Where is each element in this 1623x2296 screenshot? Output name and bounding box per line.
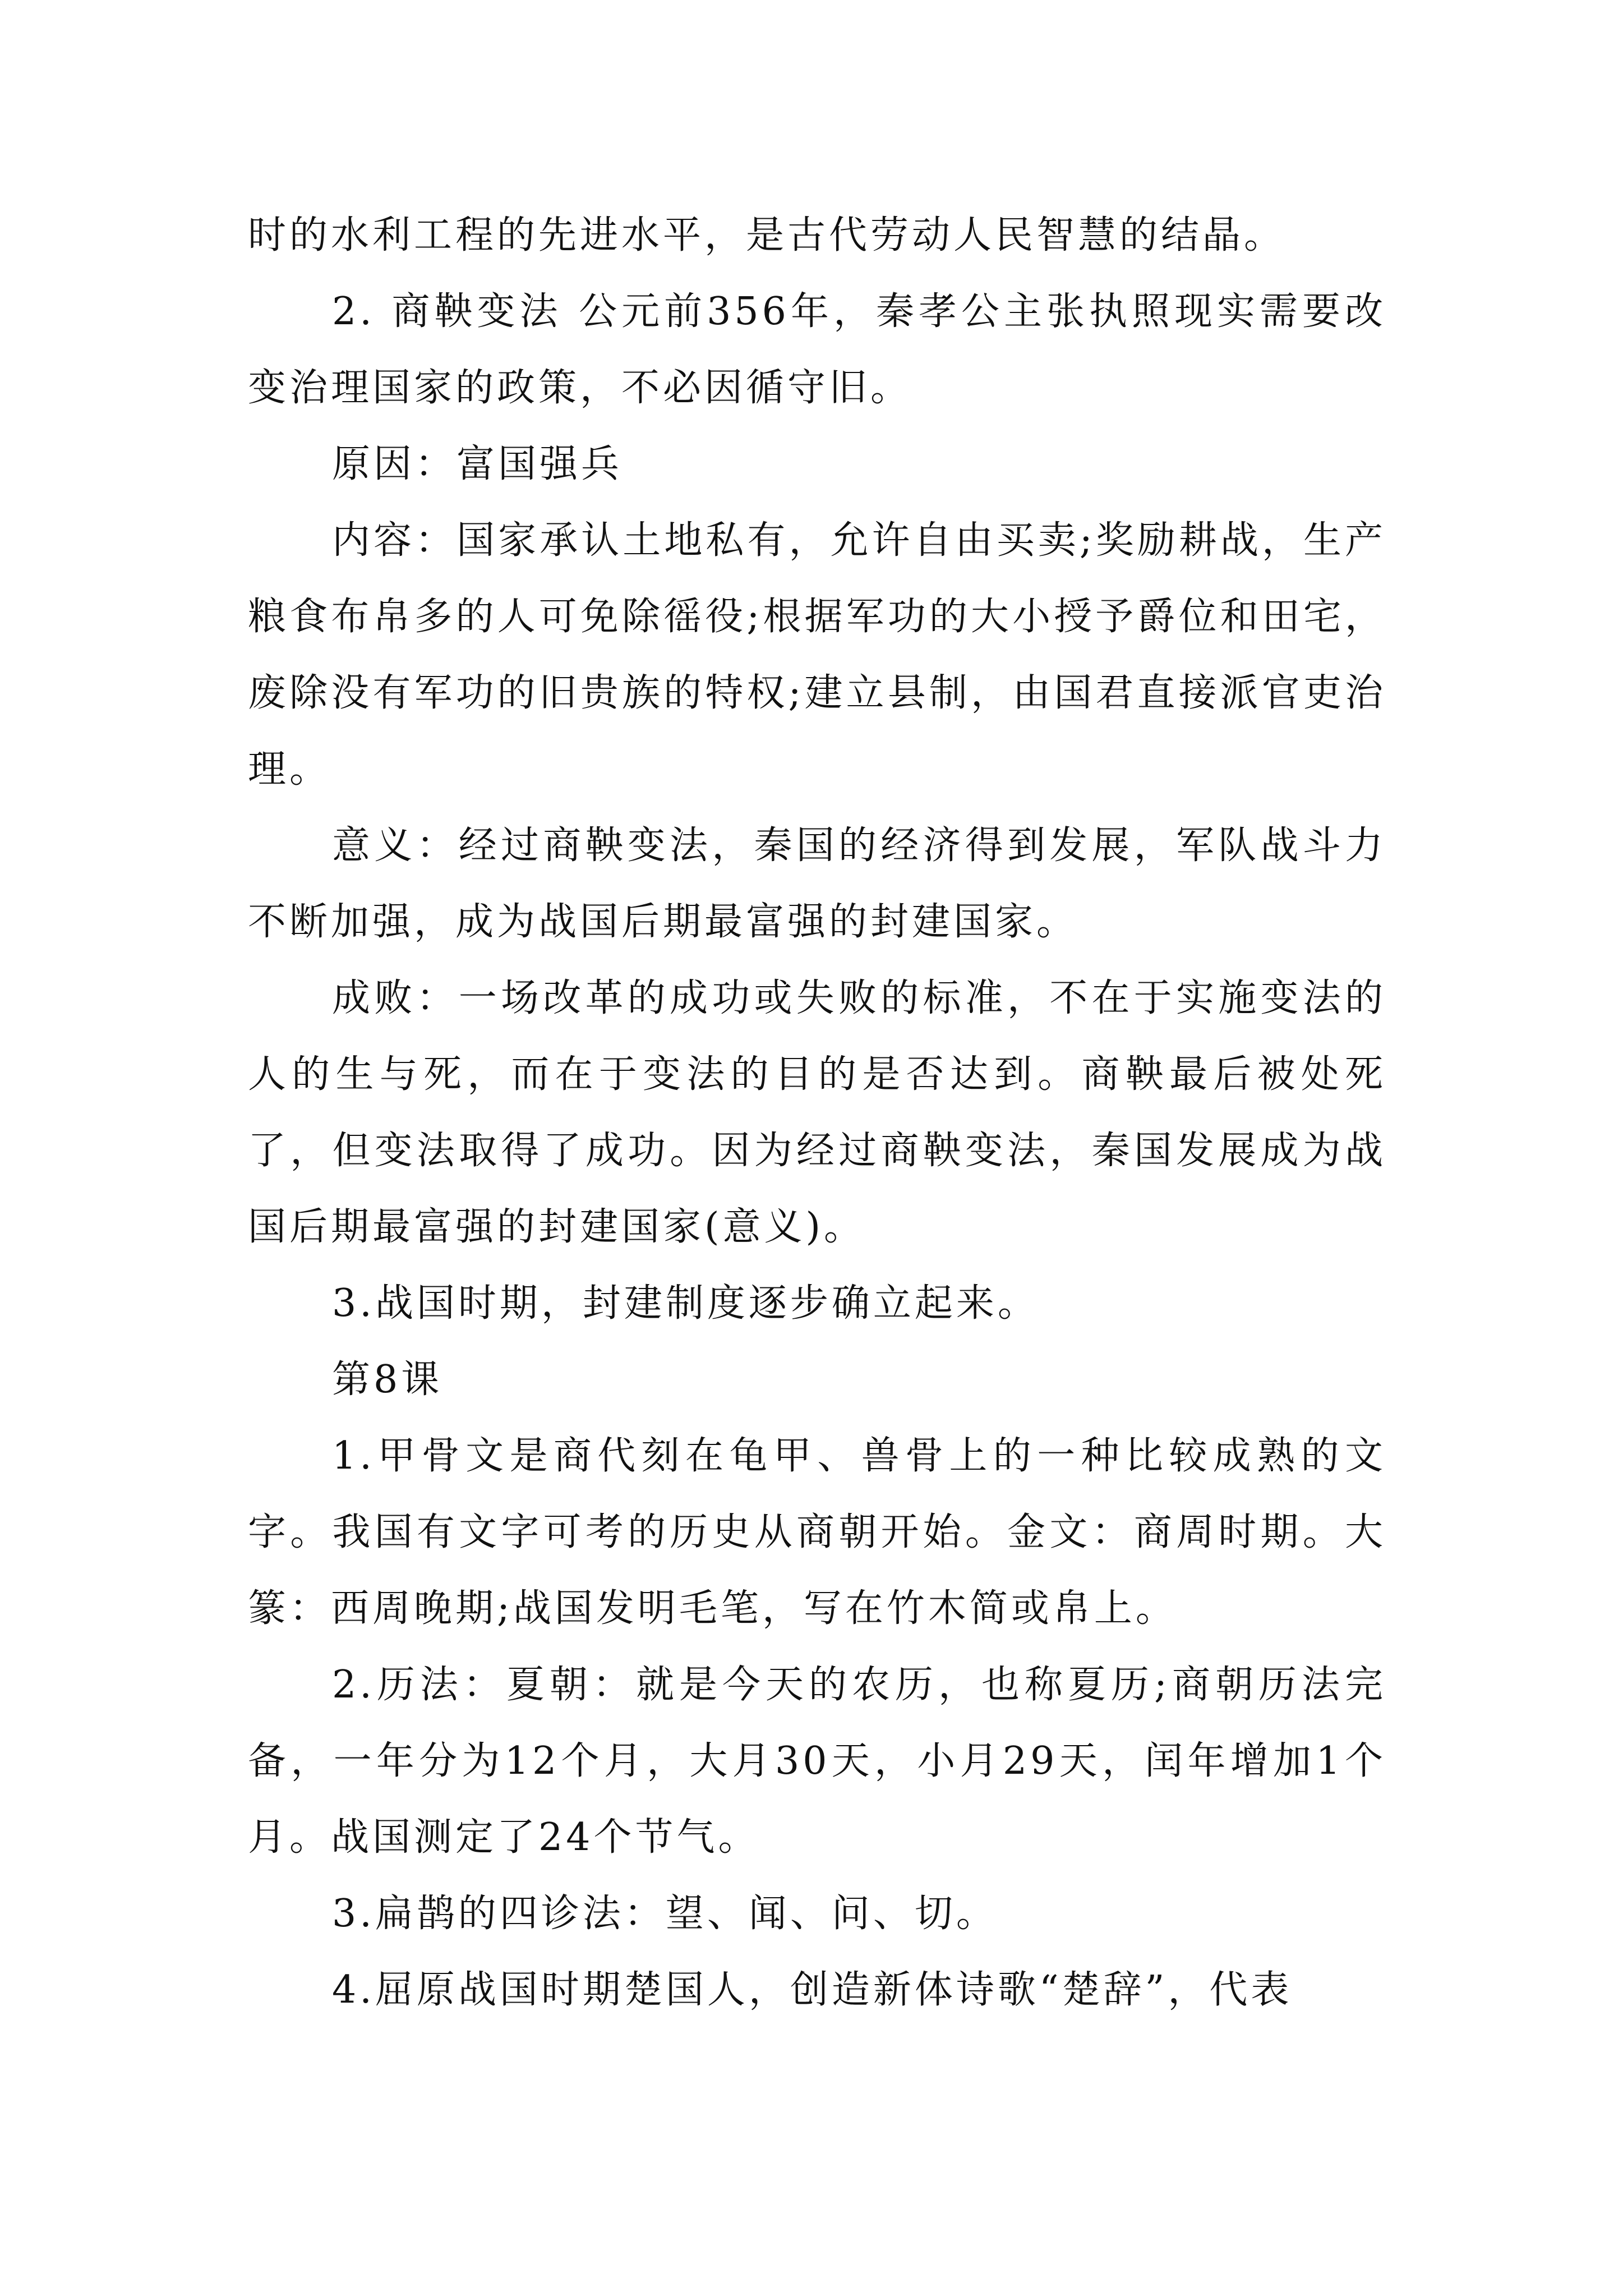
paragraph-2: 2. 商鞅变法 公元前356年，秦孝公主张执照现实需要改变治理国家的政策，不必因循守旧。 xyxy=(248,289,1386,410)
paragraph-11: 3.扁鹊的四诊法：望、闻、问、切。 xyxy=(332,1892,998,1936)
paragraph-1: 时的水利工程的先进水平，是古代劳动人民智慧的结晶。 xyxy=(248,213,1286,257)
paragraph-9: 1.甲骨文是商代刻在龟甲、兽骨上的一种比较成熟的文字。我国有文字可考的历史从商朝开始。金文：商周时期。大篆：西周晚期;战国发明毛笔，写在竹木简或帛上。 xyxy=(248,1434,1386,1631)
paragraph-5: 意义：经过商鞅变法，秦国的经济得到发展，军队战斗力不断加强，成为战国后期最富强的封建国家。 xyxy=(248,823,1386,944)
paragraph-3: 原因：富国强兵 xyxy=(332,442,623,486)
paragraph-4: 内容：国家承认土地私有，允许自由买卖;奖励耕战，生产粮食布帛多的人可免除徭役;根据军功的大小授予爵位和田宅，废除没有军功的旧贵族的特权;建立县制，由国君直接派官吏治理。 xyxy=(248,518,1386,792)
document-body xyxy=(248,197,1386,2028)
paragraph-12: 4.屈原战国时期楚国人，创造新体诗歌“楚辞”，代表 xyxy=(332,1968,1293,2012)
paragraph-7: 3.战国时期，封建制度逐步确立起来。 xyxy=(332,1281,1039,1326)
paragraph-6: 成败：一场改革的成功或失败的标准，不在于实施变法的人的生与死，而在于变法的目的是否达到。商鞅最后被处死了，但变法取得了成功。因为经过商鞅变法，秦国发展成为战国后期最富强的封建国家(意义)。 xyxy=(248,976,1386,1249)
paragraph-10: 2.历法：夏朝：就是今天的农历，也称夏历;商朝历法完备，一年分为12个月，大月30天，小月29天，闰年增加1个月。战国测定了24个节气。 xyxy=(248,1663,1386,1860)
paragraph-8: 第8课 xyxy=(332,1358,443,1402)
